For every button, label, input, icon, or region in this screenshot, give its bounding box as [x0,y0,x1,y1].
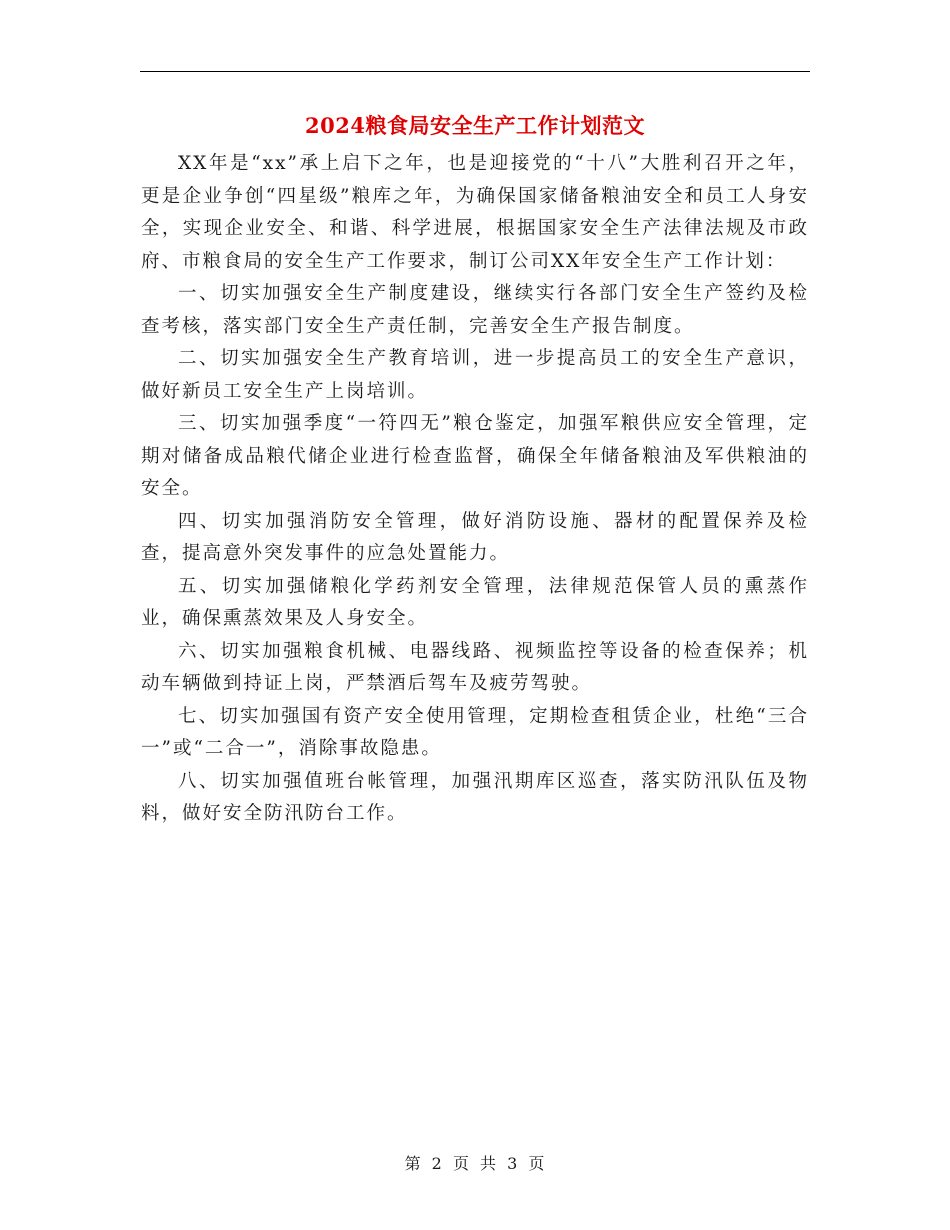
document-body [141,148,809,831]
document-title: 2024粮食局安全生产工作计划范文 [305,113,645,138]
paragraph-item-6: 六、切实加强粮食机械、电器线路、视频监控等设备的检查保养；机动车辆做到持证上岗，严禁酒后驾车及疲劳驾驶。 [141,640,809,694]
paragraph-item-8: 八、切实加强值班台帐管理，加强汛期库区巡查，落实防汛队伍及物料，做好安全防汛防台工作。 [141,770,809,824]
paragraph-item-2: 二、切实加强安全生产教育培训，进一步提高员工的安全生产意识，做好新员工安全生产上岗培训。 [141,348,809,402]
header-rule [140,71,810,72]
paragraph-item-4: 四、切实加强消防安全管理，做好消防设施、器材的配置保养及检查，提高意外突发事件的应急处置能力。 [141,510,809,564]
page-number-footer: 第 2 页 共 3 页 [404,1154,546,1173]
paragraph-item-1: 一、切实加强安全生产制度建设，继续实行各部门安全生产签约及检查考核，落实部门安全生产责任制，完善安全生产报告制度。 [141,283,809,337]
paragraph-item-5: 五、切实加强储粮化学药剂安全管理，法律规范保管人员的熏蒸作业，确保熏蒸效果及人身安全。 [141,575,809,629]
paragraph-item-7: 七、切实加强国有资产安全使用管理，定期检查租赁企业，杜绝“三合一”或“二合一”，消除事故隐患。 [141,705,809,759]
paragraph-item-3: 三、切实加强季度“一符四无”粮仓鉴定，加强军粮供应安全管理，定期对储备成品粮代储企业进行检查监督，确保全年储备粮油及军供粮油的安全。 [141,413,809,499]
paragraph-intro: XX年是“xx”承上启下之年，也是迎接党的“十八”大胜利召开之年，更是企业争创“四星级”粮库之年，为确保国家储备粮油安全和员工人身安全，实现企业安全、和谐、科学进展，根据国家安全生产法律法规及市政府、市粮食局的安全生产工作要求，制订公司XX年安全生产工作计划： [141,153,809,272]
